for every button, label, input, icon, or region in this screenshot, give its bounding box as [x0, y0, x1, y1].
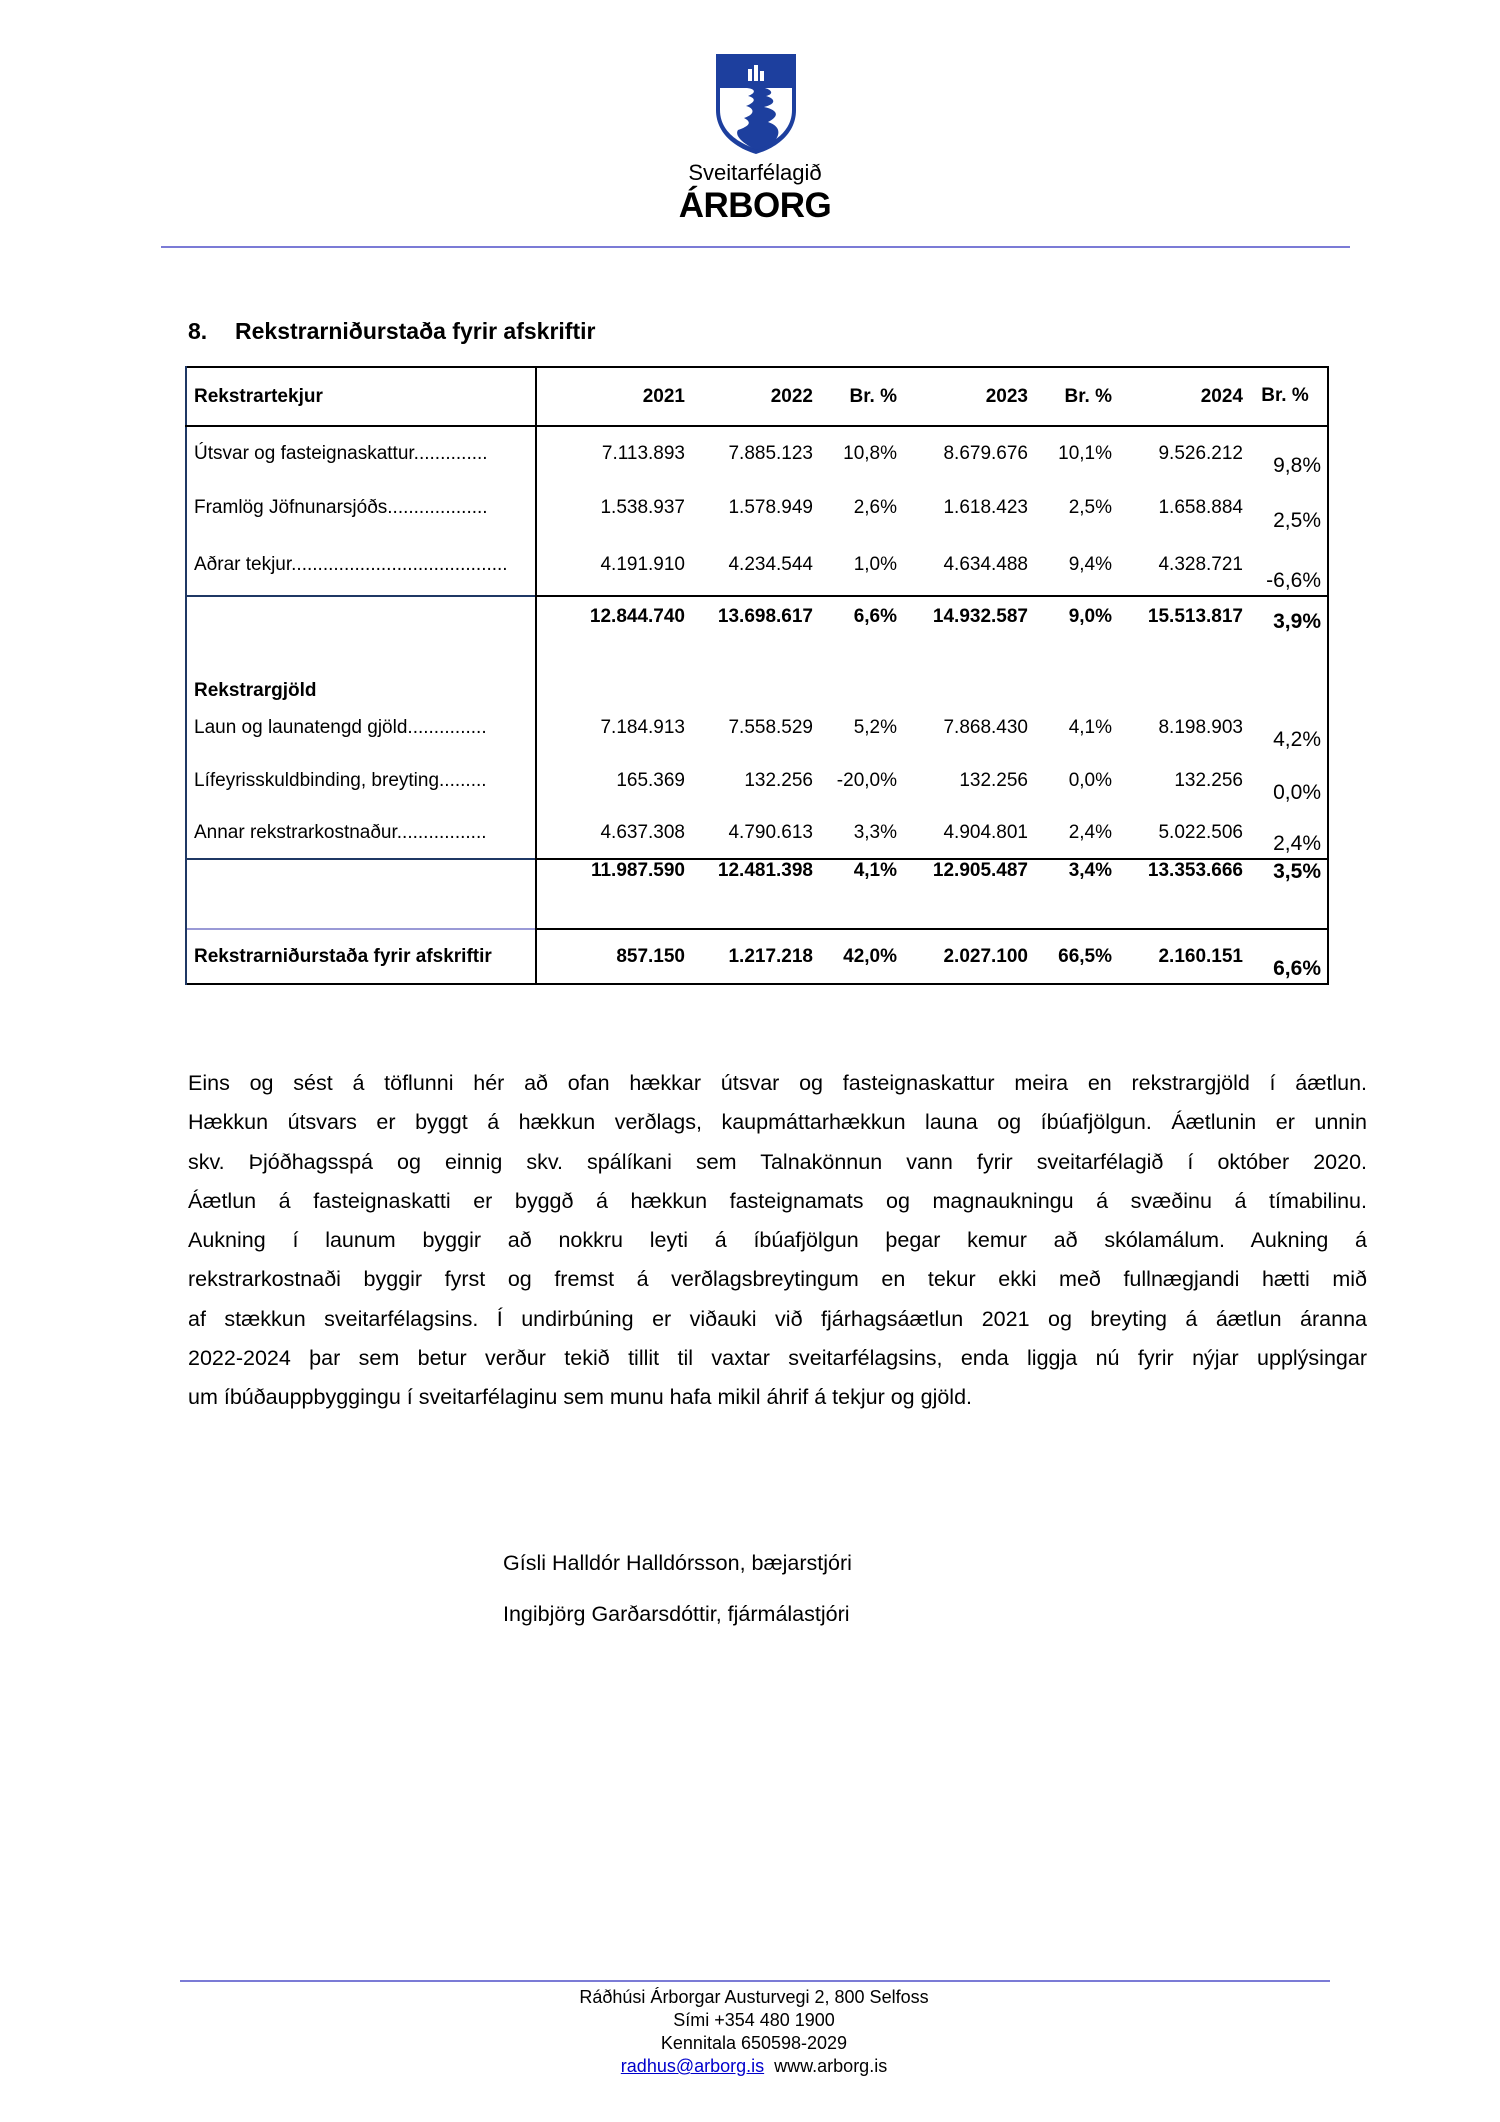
cell-value: 0,0% [1068, 769, 1112, 791]
expenses-section-row [186, 672, 1328, 702]
section-title: Rekstrarniðurstaða fyrir afskriftir [235, 318, 596, 344]
cell-value: 2021 [536, 367, 691, 426]
cell-value: 4,1% [1068, 717, 1112, 738]
empty-cell [691, 636, 819, 672]
row-label [186, 859, 536, 893]
cell-value: 1.217.218 [691, 929, 819, 984]
row-label: Lífeyrisskuldbinding, breyting......... [186, 754, 536, 807]
row-label: Annar rekstrarkostnaður................. [186, 807, 536, 859]
cell-value: 7.868.430 [943, 717, 1028, 738]
empty-cell [536, 636, 691, 672]
cell-value: 9,4% [1068, 554, 1112, 575]
cell-value: 165.369 [616, 769, 685, 791]
cell-value: 4,1% [819, 859, 903, 893]
cell-value: 7.113.893 [601, 442, 685, 464]
cell-value: 2023 [903, 367, 1034, 426]
footer-divider [180, 1980, 1330, 1982]
cell-value: 857.150 [536, 929, 691, 984]
signature-mayor: Gísli Halldór Halldórsson, bæjarstjóri [503, 1551, 852, 1575]
empty-cell [1249, 636, 1328, 672]
cell-value: 4.637.308 [600, 821, 685, 843]
cell-value: 2,6% [853, 496, 897, 518]
operating-results-table [185, 366, 1329, 985]
footer-email-link[interactable]: radhus@arborg.is [620, 2056, 765, 2076]
cell-value: 4.634.488 [943, 554, 1028, 575]
row-label: Rekstrartekjur [186, 367, 536, 426]
table-row [186, 807, 1328, 859]
table-row [186, 702, 1328, 754]
table-row [186, 480, 1328, 535]
cell-value [903, 672, 1034, 702]
cell-value: 5,2% [853, 717, 897, 738]
cell-value: 4.790.613 [728, 821, 813, 843]
footer-website: www.arborg.is [774, 2056, 888, 2076]
empty-cell [1034, 636, 1118, 672]
cell-value: -6,6% [1266, 569, 1321, 592]
cell-value: 6,6% [1249, 929, 1328, 984]
cell-value: 3,3% [853, 821, 897, 843]
cell-value: 9,8% [1273, 454, 1321, 477]
empty-cell [1118, 636, 1249, 672]
empty-cell [691, 893, 819, 929]
cell-value: 3,5% [1249, 859, 1328, 893]
cell-value [536, 672, 691, 702]
cell-value: Br. % [1034, 367, 1118, 426]
cell-value: 2,5% [1273, 509, 1321, 532]
paragraph-line: Aukning í launum byggir að nokkru leyti á íbúafjölgun þegar kemur að skólamálum. Aukning á [188, 1228, 1367, 1253]
cell-value: 10,8% [843, 442, 897, 464]
signature-cfo: Ingibjörg Garðarsdóttir, fjármálastjóri [503, 1602, 850, 1626]
row-label: Rekstrarniðurstaða fyrir afskriftir [186, 929, 536, 984]
cell-value: 2.027.100 [903, 929, 1034, 984]
spacer-row [186, 636, 1328, 672]
paragraph-line: rekstrarkostnaði byggir fyrst og fremst á verðlagsbreytingum en tekur ekki með fullnægjandi hætti mið [188, 1267, 1367, 1292]
cell-value: 4.904.801 [943, 821, 1028, 843]
empty-cell [536, 893, 691, 929]
cell-value [1249, 672, 1328, 702]
empty-cell [1118, 893, 1249, 929]
paragraph-line: 2022-2024 þar sem betur verður tekið tillit til vaxtar sveitarfélagsins, enda liggja nú fyrir nýjar upplýsingar [188, 1346, 1367, 1371]
cell-value: 7.184.913 [600, 717, 685, 738]
cell-value: 1.618.423 [943, 496, 1028, 518]
cell-value: 42,0% [819, 929, 903, 984]
cell-value: 14.932.587 [903, 596, 1034, 636]
cell-value: 8.198.903 [1158, 717, 1243, 738]
cell-value: -20,0% [836, 769, 897, 791]
cell-value: 11.987.590 [536, 859, 691, 893]
section-number: 8. [188, 318, 208, 344]
income-total-row [186, 596, 1328, 636]
cell-value: 7.558.529 [728, 717, 813, 738]
row-label: Framlög Jöfnunarsjóðs................... [186, 480, 536, 535]
cell-value: Br. % [819, 367, 903, 426]
paragraph-line: um íbúðauppbyggingu í sveitarfélaginu sem munu hafa mikil áhrif á tekjur og gjöld. [188, 1385, 973, 1410]
cell-value [819, 672, 903, 702]
row-label: Rekstrargjöld [186, 672, 536, 702]
paragraph-line: Eins og sést á töflunni hér að ofan hækkar útsvar og fasteignaskattur meira en rekstrargjöld í áætlun. [188, 1071, 1367, 1095]
footer-phone: Sími +354 480 1900 [673, 2010, 835, 2030]
cell-value: 10,1% [1058, 442, 1112, 464]
cell-value: 4.191.910 [600, 554, 685, 575]
cell-value: 2,4% [1068, 821, 1112, 843]
spacer-row [186, 893, 1328, 929]
cell-value: 2.160.151 [1118, 929, 1249, 984]
header-divider [161, 246, 1350, 248]
paragraph-line: Áætlun á fasteignaskatti er byggð á hækkun fasteignamats og magnaukningu á svæðinu á tímabilinu. [188, 1188, 1367, 1213]
paragraph-line: skv. Þjóðhagsspá og einnig skv. spálíkani sem Talnakönnun vann fyrir sveitarfélagið í október 2020. [188, 1149, 1367, 1174]
cell-value: 0,0% [1273, 781, 1321, 804]
row-label: Aðrar tekjur......................................... [186, 535, 536, 596]
row-label: Laun og launatengd gjöld............... [186, 702, 536, 754]
empty-cell [186, 893, 536, 929]
cell-value: 15.513.817 [1118, 596, 1249, 636]
cell-value: 3,4% [1034, 859, 1118, 893]
logo-text-arborg: ÁRBORG [678, 186, 832, 225]
cell-value: 2022 [691, 367, 819, 426]
table-row [186, 426, 1328, 480]
cell-value: 66,5% [1034, 929, 1118, 984]
cell-value: 2024 [1118, 367, 1249, 426]
expenses-total-row [186, 859, 1328, 893]
empty-cell [903, 636, 1034, 672]
cell-value: 6,6% [819, 596, 903, 636]
table-row [186, 754, 1328, 807]
cell-value: 132.256 [744, 769, 813, 791]
cell-value [1034, 672, 1118, 702]
empty-cell [819, 893, 903, 929]
cell-value: 12.844.740 [536, 596, 691, 636]
cell-value: 13.698.617 [691, 596, 819, 636]
cell-value: 2,4% [1273, 832, 1321, 855]
paragraph-line: af stækkun sveitarfélagsins. Í undirbúning er viðauki við fjárhagsáætlun 2021 og breyting á áætlun áranna [188, 1306, 1367, 1331]
empty-cell [1249, 893, 1328, 929]
cell-value: 9.526.212 [1158, 442, 1243, 464]
cell-value: 4.328.721 [1158, 554, 1243, 575]
cell-value: 4.234.544 [728, 554, 813, 575]
cell-value: 12.905.487 [903, 859, 1034, 893]
cell-value: 1.658.884 [1158, 496, 1243, 518]
cell-value: 1,0% [853, 554, 897, 575]
row-label [186, 596, 536, 636]
row-label: Útsvar og fasteignaskattur.............. [186, 426, 536, 480]
footer-kennitala: Kennitala 650598-2029 [660, 2033, 848, 2053]
cell-value: 9,0% [1034, 596, 1118, 636]
section-heading [188, 318, 595, 345]
body-paragraph [188, 1064, 1367, 1418]
cell-value: 1.538.937 [600, 496, 685, 518]
footer-address: Ráðhúsi Árborgar Austurvegi 2, 800 Selfoss [579, 1987, 929, 2007]
empty-cell [186, 636, 536, 672]
cell-value: 12.481.398 [691, 859, 819, 893]
table-row [186, 535, 1328, 596]
cell-value: 3,9% [1249, 596, 1328, 636]
cell-value: 2,5% [1068, 496, 1112, 518]
table-header-row [186, 367, 1328, 426]
footer [500, 1986, 1008, 2078]
cell-value: 5.022.506 [1158, 821, 1243, 843]
cell-value [1118, 672, 1249, 702]
logo-text-sveitarfelagid: Sveitarfélagið [688, 160, 822, 185]
cell-value: Br. % [1249, 367, 1328, 426]
cell-value: 7.885.123 [728, 442, 813, 464]
cell-value: 132.256 [959, 769, 1028, 791]
empty-cell [819, 636, 903, 672]
paragraph-line: Hækkun útsvars er byggt á hækkun verðlags, kaupmáttarhækkun launa og íbúafjölgun. Áætlunin er unnin [188, 1110, 1367, 1135]
cell-value: 8.679.676 [943, 442, 1028, 464]
cell-value: 132.256 [1174, 769, 1243, 791]
empty-cell [903, 893, 1034, 929]
empty-cell [1034, 893, 1118, 929]
municipality-shield-logo [714, 52, 798, 156]
cell-value: 1.578.949 [728, 496, 813, 518]
cell-value: 4,2% [1273, 728, 1321, 751]
cell-value [691, 672, 819, 702]
operating-result-row [186, 929, 1328, 984]
cell-value: 13.353.666 [1118, 859, 1249, 893]
